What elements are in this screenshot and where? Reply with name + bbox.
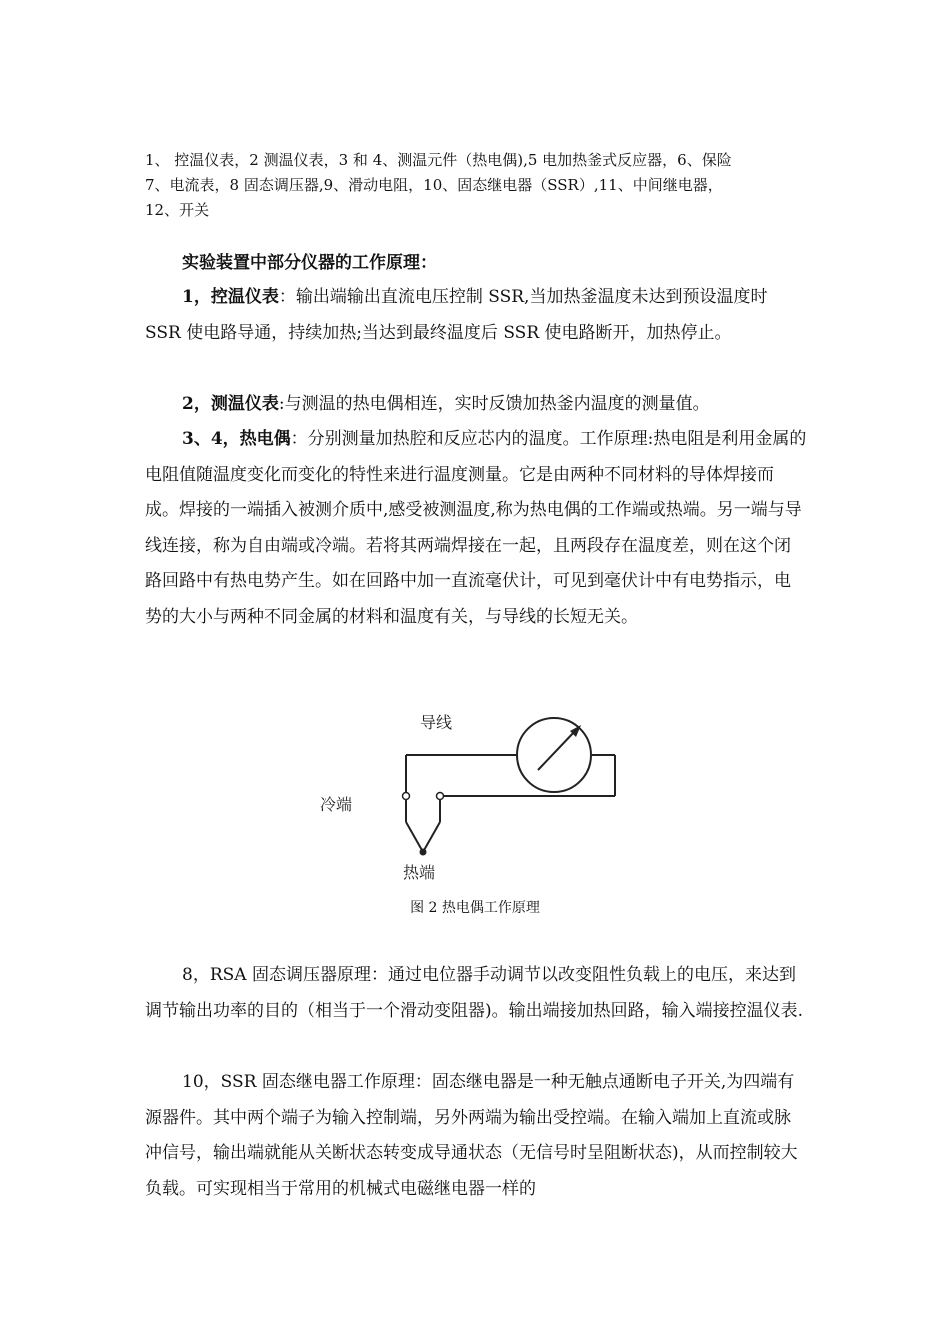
paragraph-ssr-relay: 10，SSR 固态继电器工作原理：固态继电器是一种无触点通断电子开关,为四端有源器件。其中两个端子为输入控制端，另外两端为输出受控端。在输入端加上直流或脉冲信号，输出端就能从关断状态转变成导通状态（无信号时呈阻断状态)，从而控制较大负载。可实现相当于常用的机械式电磁继电器一样的 (145, 1072, 798, 1199)
paragraph-label: 2，测温仪表 (182, 394, 279, 414)
paragraph-temp-controller (145, 280, 807, 351)
section-heading: 实验装置中部分仪器的工作原理： (182, 253, 437, 273)
component-legend (145, 148, 815, 223)
paragraph-text: ：分别测量加热腔和反应芯内的温度。工作原理:热电阻是利用金属的电阻值随温度变化而变化的特性来进行温度测量。它是由两种不同材料的导体焊接而成。焊接的一端插入被测介质中,感受被测温度,称为热电偶的工作端或热端。另一端与导线连接，称为自由端或冷端。若将其两端焊接在一起，且两段存在温度差，则在这个闭路回路中有热电势产生。如在回路中加一直流毫伏计，可见到毫伏计中有电势指示，电势的大小与两种不同金属的材料和温度有关，与导线的长短无关。 (145, 429, 807, 627)
paragraph-text: :与测温的热电偶相连，实时反馈加热釜内温度的测量值。 (278, 394, 710, 414)
thermocouple-diagram (300, 700, 640, 882)
hot-junction-dot (420, 849, 427, 856)
thermocouple-circuit-svg (300, 700, 640, 882)
legend-line-1: 1、 控温仪表，2 测温仪表，3 和 4、测温元件（热电偶),5 电加热釜式反应器，6、保险 (145, 151, 732, 169)
cold-end-label: 冷端 (320, 795, 353, 814)
hot-end-label: 热端 (403, 863, 436, 882)
paragraph-text: ：输出端输出直流电压控制 SSR,当加热釜温度未达到预设温度时 SSR 使电路导通，持续加热;当达到最终温度后 SSR 使电路断开，加热停止。 (145, 287, 768, 343)
legend-line-3: 12、开关 (145, 201, 210, 219)
thermocouple-leg-right-diag (423, 822, 440, 852)
legend-line-2: 7、电流表，8 固态调压器,9、滑动电阻，10、固态继电器（SSR）,11、中间继电器， (145, 176, 723, 194)
paragraph-thermocouple (145, 422, 807, 635)
wire-label: 导线 (420, 713, 453, 732)
cold-junction-terminal (403, 793, 410, 800)
figure-caption: 图 2 热电偶工作原理 (410, 900, 540, 916)
paragraph-rsa-regulator: 8，RSA 固态调压器原理：通过电位器手动调节以改变阻性负载上的电压，来达到调节输出功率的目的（相当于一个滑动变阻器)。输出端接加热回路，输入端接控温仪表. (145, 965, 804, 1021)
cold-junction-terminal (437, 793, 444, 800)
paragraph-label: 3、4，热电偶 (182, 429, 291, 449)
millivoltmeter-icon (517, 718, 591, 792)
paragraph-temp-meter (145, 387, 807, 423)
paragraph-label: 1，控温仪表 (182, 287, 279, 307)
thermocouple-leg-left-diag (406, 822, 423, 852)
